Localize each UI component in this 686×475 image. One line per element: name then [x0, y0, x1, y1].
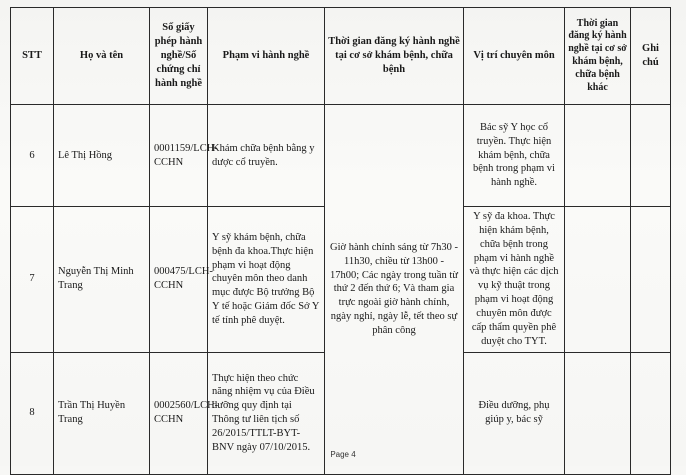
row-name: Lê Thị Hồng	[54, 105, 150, 207]
header-stt: STT	[11, 8, 54, 105]
header-scope: Phạm vi hành nghề	[208, 8, 325, 105]
header-other-time: Thời gian đăng ký hành nghề tại cơ sở khám bệnh, chữa bệnh khác	[565, 8, 631, 105]
header-notes: Ghi chú	[631, 8, 671, 105]
row-license: 0001159/LCH-CCHN	[150, 105, 208, 207]
row-name: Trần Thị Huyền Trang	[54, 352, 150, 474]
row-position: Điều dưỡng, phụ giúp y, bác sỹ	[464, 352, 565, 474]
page-number: Page 4	[330, 450, 356, 459]
row-license: 000475/LCH-CCHN	[150, 207, 208, 353]
row-name: Nguyễn Thị Minh Trang	[54, 207, 150, 353]
row-notes	[631, 207, 671, 353]
header-time: Thời gian đăng ký hành nghề tại cơ sở khám bệnh, chữa bệnh	[325, 8, 464, 105]
row-license: 0002560/LCH-CCHN	[150, 352, 208, 474]
row-position: Bác sỹ Y học cổ truyền. Thực hiện khám bệnh, chữa bệnh trong phạm vi hành nghề.	[464, 105, 565, 207]
header-name: Họ và tên	[54, 8, 150, 105]
row-stt: 7	[11, 207, 54, 353]
row-other-time	[565, 207, 631, 353]
row-stt: 6	[11, 105, 54, 207]
header-position: Vị trí chuyên môn	[464, 8, 565, 105]
row-time-merged: Giờ hành chính sáng từ 7h30 - 11h30, chiều từ 13h00 - 17h00; Các ngày trong tuần từ thứ 2 đến thứ 6; Và tham gia trực ngoài giờ hành chính, ngày nghỉ, ngày lễ, tết theo sự phân công	[325, 105, 464, 475]
row-other-time	[565, 105, 631, 207]
row-notes	[631, 105, 671, 207]
row-scope: Y sỹ khám bệnh, chữa bệnh đa khoa.Thực hiện phạm vi hoạt động chuyên môn theo danh mục được Bộ trưởng Bộ Y tế hoặc Giám đốc Sở Y tế tỉnh phê duyệt.	[208, 207, 325, 353]
table-row	[11, 105, 671, 207]
staff-table	[10, 7, 671, 475]
header-row	[11, 8, 671, 105]
row-position: Y sỹ đa khoa. Thực hiện khám bệnh, chữa bệnh trong phạm vi hành nghề và thực hiện các dịch vụ kỹ thuật trong phạm vi hoạt động chuyên môn được cấp thẩm quyền phê duyệt cho TYT.	[464, 207, 565, 353]
row-scope: Thực hiện theo chức năng nhiệm vụ của Điều dưỡng quy định tại Thông tư liên tịch số 26/2015/TTLT-BYT-BNV ngày 07/10/2015.	[208, 352, 325, 474]
row-scope: Khám chữa bệnh bằng y dược cổ truyền.	[208, 105, 325, 207]
header-license: Số giấy phép hành nghề/Số chứng chỉ hành nghề	[150, 8, 208, 105]
row-stt: 8	[11, 352, 54, 474]
